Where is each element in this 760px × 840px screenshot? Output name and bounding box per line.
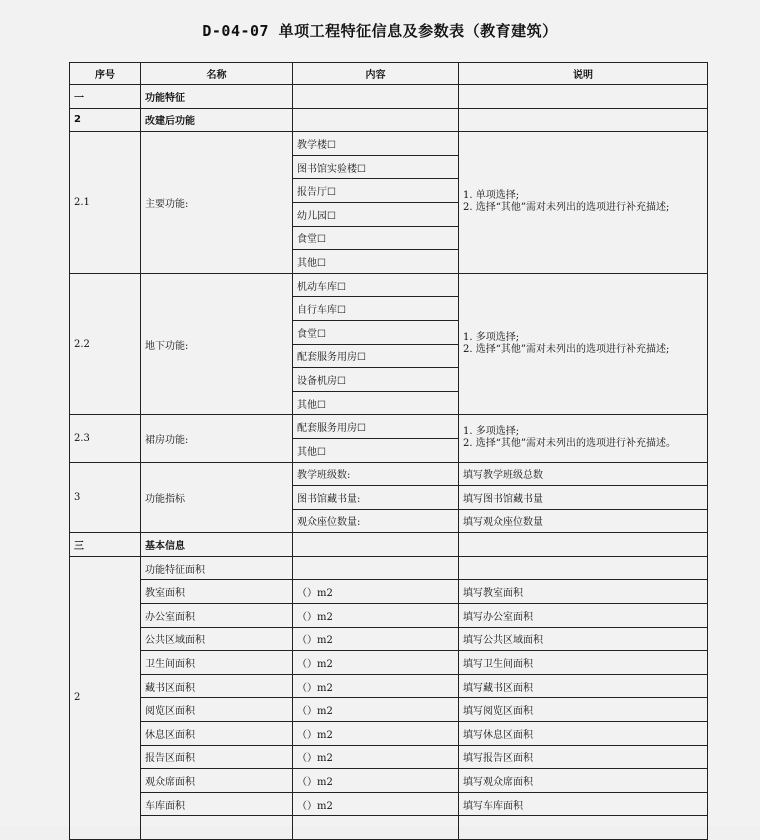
row-no: 三 [70, 533, 141, 557]
row-content[interactable]: （）m2 [293, 604, 459, 628]
row-name: 功能特征 [141, 85, 293, 109]
row-content[interactable]: 教学班级数: [293, 462, 459, 486]
row-name: 藏书区面积 [141, 674, 293, 698]
table-row [70, 674, 708, 698]
row-content [293, 108, 459, 132]
row-note [459, 108, 708, 132]
row-note: 填写藏书区面积 [459, 674, 708, 698]
checkbox-option[interactable]: 自行车库☐ [293, 297, 459, 321]
row-content [293, 533, 459, 557]
row-content[interactable]: （）m2 [293, 745, 459, 769]
row-name: 车库面积 [141, 792, 293, 816]
row-note: 填写车库面积 [459, 792, 708, 816]
row-content[interactable]: 图书馆藏书量: [293, 486, 459, 510]
row-note: 填写卫生间面积 [459, 651, 708, 675]
table-row [70, 580, 708, 604]
header-content: 内容 [293, 63, 459, 85]
checkbox-option[interactable]: 报告厅☐ [293, 179, 459, 203]
table-row [70, 273, 708, 297]
table-row [70, 108, 708, 132]
checkbox-option[interactable]: 配套服务用房☐ [293, 415, 459, 439]
spec-table [69, 62, 708, 840]
row-content[interactable] [293, 816, 459, 840]
row-note: 填写休息区面积 [459, 722, 708, 746]
table-row [70, 816, 708, 840]
row-name: 公共区域面积 [141, 627, 293, 651]
row-note: 填写报告区面积 [459, 745, 708, 769]
row-note [459, 85, 708, 109]
note-line: 1. 多项选择; [463, 332, 520, 344]
row-content[interactable]: （）m2 [293, 722, 459, 746]
row-name: 卫生间面积 [141, 651, 293, 675]
row-no: 2 [70, 556, 141, 839]
table-row [70, 792, 708, 816]
row-name: 功能指标 [141, 462, 293, 533]
checkbox-option[interactable]: 其他☐ [293, 250, 459, 274]
row-no: 一 [70, 85, 141, 109]
checkbox-option[interactable]: 配套服务用房☐ [293, 344, 459, 368]
row-content[interactable]: （）m2 [293, 580, 459, 604]
checkbox-option[interactable]: 设备机房☐ [293, 368, 459, 392]
row-content[interactable] [293, 556, 459, 580]
row-name: 观众席面积 [141, 769, 293, 793]
row-note: 填写教室面积 [459, 580, 708, 604]
row-name: 阅览区面积 [141, 698, 293, 722]
row-note: 填写图书馆藏书量 [459, 486, 708, 510]
row-content[interactable]: （）m2 [293, 674, 459, 698]
header-note: 说明 [459, 63, 708, 85]
table-row [70, 132, 708, 156]
checkbox-option[interactable]: 图书馆实验楼☐ [293, 155, 459, 179]
row-note [459, 132, 708, 274]
row-note [459, 533, 708, 557]
row-name: 改建后功能 [141, 108, 293, 132]
table-row [70, 415, 708, 439]
row-no: 2.1 [70, 132, 141, 274]
row-note [459, 816, 708, 840]
note-line: 2. 选择“其他”需对未列出的选项进行补充描述; [463, 344, 670, 356]
row-no: 2 [70, 108, 141, 132]
table-row [70, 769, 708, 793]
row-note [459, 556, 708, 580]
checkbox-option[interactable]: 机动车库☐ [293, 273, 459, 297]
row-note [459, 415, 708, 462]
row-name: 报告区面积 [141, 745, 293, 769]
row-no: 2.3 [70, 415, 141, 462]
row-content[interactable]: 观众座位数量: [293, 509, 459, 533]
row-name: 基本信息 [141, 533, 293, 557]
table-row [70, 85, 708, 109]
checkbox-option[interactable]: 食堂☐ [293, 226, 459, 250]
row-note: 填写教学班级总数 [459, 462, 708, 486]
row-content[interactable]: （）m2 [293, 651, 459, 675]
page-title: D-04-07 单项工程特征信息及参数表（教育建筑） [202, 22, 558, 40]
table-row [70, 604, 708, 628]
row-name: 功能特征面积 [141, 556, 293, 580]
table-row [70, 627, 708, 651]
table-row [70, 462, 708, 486]
row-no: 2.2 [70, 273, 141, 415]
checkbox-option[interactable]: 食堂☐ [293, 320, 459, 344]
row-note: 填写观众座位数量 [459, 509, 708, 533]
row-content[interactable]: （）m2 [293, 769, 459, 793]
row-no: 3 [70, 462, 141, 533]
row-name: 休息区面积 [141, 722, 293, 746]
table-row [70, 698, 708, 722]
row-note: 填写办公室面积 [459, 604, 708, 628]
header-no: 序号 [70, 63, 141, 85]
checkbox-option[interactable]: 其他☐ [293, 391, 459, 415]
table-row [70, 745, 708, 769]
table-row [70, 533, 708, 557]
row-name [141, 816, 293, 840]
note-line: 1. 多项选择; [463, 426, 520, 438]
row-content[interactable]: （）m2 [293, 792, 459, 816]
note-line: 2. 选择“其他”需对未列出的选项进行补充描述; [463, 202, 670, 214]
row-note: 填写公共区域面积 [459, 627, 708, 651]
table-row [70, 722, 708, 746]
row-name: 办公室面积 [141, 604, 293, 628]
note-line: 2. 选择“其他”需对未列出的选项进行补充描述。 [463, 438, 676, 450]
table-row [70, 556, 708, 580]
checkbox-option[interactable]: 其他☐ [293, 438, 459, 462]
note-line: 1. 单项选择; [463, 190, 520, 202]
row-note: 填写阅览区面积 [459, 698, 708, 722]
row-content[interactable]: （）m2 [293, 698, 459, 722]
header-name: 名称 [141, 63, 293, 85]
checkbox-option[interactable]: 幼儿园☐ [293, 202, 459, 226]
row-note [459, 273, 708, 415]
row-name: 裙房功能: [141, 415, 293, 462]
table-row [70, 651, 708, 675]
row-note: 填写观众席面积 [459, 769, 708, 793]
row-name: 教室面积 [141, 580, 293, 604]
row-content [293, 85, 459, 109]
table-header-row [70, 63, 708, 85]
row-name: 地下功能: [141, 273, 293, 415]
checkbox-option[interactable]: 教学楼☐ [293, 132, 459, 156]
row-name: 主要功能: [141, 132, 293, 274]
row-content[interactable]: （）m2 [293, 627, 459, 651]
